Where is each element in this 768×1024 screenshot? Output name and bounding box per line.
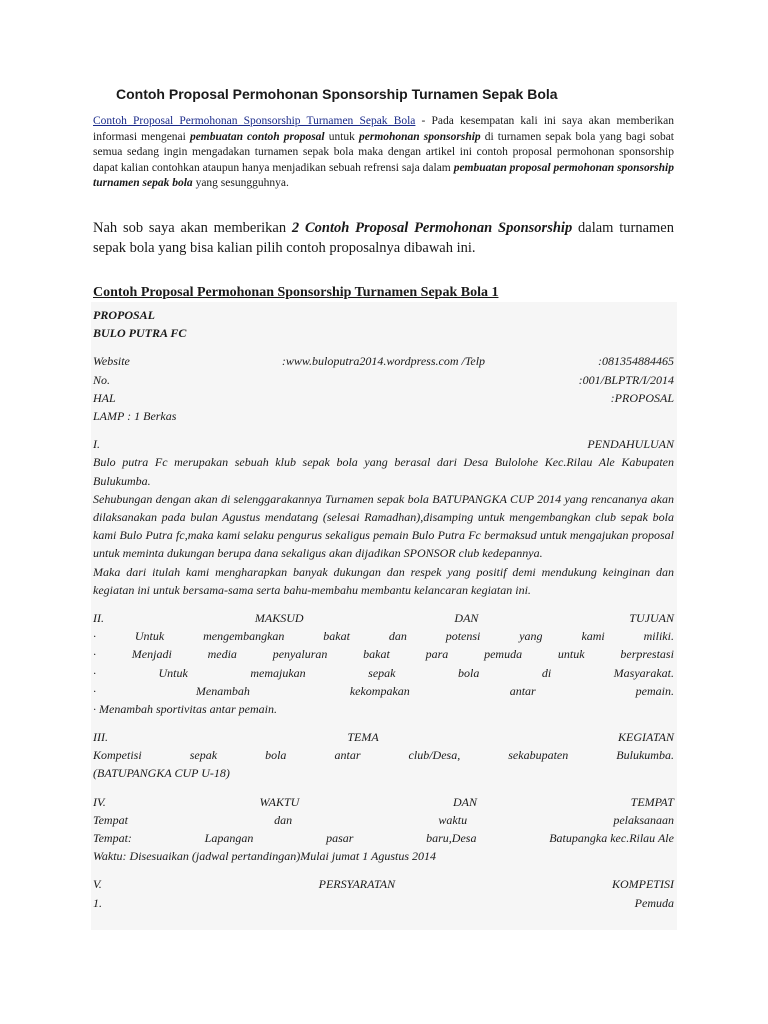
section-3-line-2: (BATUPANGKA CUP U-18)	[93, 766, 230, 781]
word: pemain.	[635, 683, 674, 698]
word: Tempat	[93, 812, 128, 827]
page-title: Contoh Proposal Permohonan Sponsorship Turnamen Sepak Bola	[116, 86, 558, 102]
section-4-line	[93, 829, 674, 847]
section-2-bullet-last: · Menambah sportivitas antar pemain.	[93, 701, 277, 716]
section-5-heading	[93, 875, 674, 893]
number-value: :001/BLPTR/I/2014	[578, 372, 674, 387]
website-label: Website	[93, 354, 130, 369]
section-1-number: I.	[93, 437, 100, 452]
word: club/Desa,	[408, 748, 461, 763]
intro-bold-1: pembuatan contoh proposal	[189, 130, 325, 143]
word: Menjadi	[131, 647, 172, 662]
lead-text-1: Nah sob saya akan memberikan	[93, 220, 292, 236]
website-row	[93, 352, 674, 370]
word: waktu	[438, 812, 468, 827]
word: miliki.	[643, 629, 674, 644]
word: III.	[93, 730, 108, 745]
word: kami	[581, 629, 605, 644]
section-4-heading	[93, 793, 674, 811]
word: Tempat:	[93, 831, 132, 845]
section-subtitle: Contoh Proposal Permohonan Sponsorship Turnamen Sepak Bola 1	[93, 285, 499, 300]
intro-text-4: yang sesungguhnya.	[192, 177, 289, 189]
section-4-line	[93, 811, 674, 829]
word: sepak	[368, 665, 396, 680]
word: Untuk	[158, 665, 188, 680]
word: dan	[274, 812, 293, 827]
word: DAN	[454, 610, 479, 625]
word: kekompakan	[349, 683, 410, 698]
word: bakat	[323, 629, 350, 644]
word: baru,Desa	[426, 831, 477, 845]
attachment-line: LAMP : 1 Berkas	[93, 408, 177, 423]
word: Untuk	[134, 629, 165, 644]
intro-bold-2: permohonan sponsorship	[358, 130, 481, 143]
section-1-paragraph-1: Bulo putra Fc merupakan sebuah klub sepak bola yang berasal dari Desa Bulolohe Kec.Rilau Ale Kabupaten Bulukumba.	[93, 455, 674, 488]
word: Menambah	[195, 683, 250, 698]
word: IV.	[93, 794, 106, 809]
word: sepak	[189, 748, 218, 763]
word: WAKTU	[259, 794, 300, 809]
phone-value: :081354884465	[597, 354, 674, 369]
word: media	[207, 647, 237, 662]
website-value: :www.buloputra2014.wordpress.com /Telp	[281, 354, 486, 369]
section-3-heading	[93, 728, 674, 746]
word: 1.	[93, 895, 102, 910]
section-1-heading	[93, 435, 674, 453]
word: PERSYARATAN	[318, 877, 396, 892]
word: TEMA	[347, 730, 379, 745]
lead-paragraph	[93, 218, 674, 258]
lead-text-2: dalam turnamen sepak bola yang bisa kalian pilih contoh proposalnya dibawah ini.	[93, 220, 674, 256]
word: ·	[93, 629, 96, 644]
word: antar	[509, 683, 536, 698]
word: bola	[457, 665, 480, 680]
section-5-line	[93, 894, 674, 912]
word: Kompetisi	[93, 748, 142, 763]
word: pelaksanaan	[613, 812, 674, 827]
section-4-line-3: Waktu: Disesuaikan (jadwal pertandingan)Mulai jumat 1 Agustus 2014	[93, 849, 436, 864]
section-2-bullet	[93, 664, 674, 682]
club-name: BULO PUTRA FC	[93, 326, 187, 341]
word: MAKSUD	[254, 610, 304, 625]
word: ·	[93, 665, 96, 680]
word: Pemuda	[634, 895, 674, 910]
word: dan	[388, 629, 407, 644]
subject-row	[93, 389, 674, 407]
word: Bulukumba.	[616, 748, 674, 763]
word: mengembangkan	[203, 629, 285, 644]
section-1-paragraph-2: Sehubungan dengan akan di selenggarakannya Turnamen sepak bola BATUPANGKA CUP 2014 yang rencananya akan dilaksanakan pada bulan Agustus mendatang (selesai Ramadhan),disamping untuk mengembangkan club sepak bola kami Bulo Putra fc,maka kami selaku pengurus sekaligus pemain Bulo Putra Fc bermaksud untuk mengajukan proposal untuk meminta dukungan berupa dana sekaligus akan dijadikan SPONSOR club kedepannya.	[93, 491, 674, 561]
intro-paragraph	[93, 114, 674, 192]
word: untuk	[557, 647, 585, 662]
section-2-bullet	[93, 627, 674, 645]
word: bola	[265, 748, 287, 763]
subject-label: HAL	[93, 390, 116, 405]
section-1-title: PENDAHULUAN	[587, 437, 674, 452]
section-2-bullet	[93, 645, 674, 663]
word: potensi	[445, 629, 481, 644]
word: pasar	[326, 831, 354, 845]
word: ·	[93, 683, 96, 698]
word: penyaluran	[272, 647, 328, 662]
section-1-paragraph-3: Maka dari itulah kami mengharapkan banyak dukungan dan respek yang positif demi mendukung keinginan dan kegiatan ini untuk bersama-sama serta bahu-membahu membantu kelancaran kegiatan ini.	[93, 564, 674, 597]
word: berprestasi	[620, 647, 674, 662]
word: pemuda	[484, 647, 523, 662]
section-2-bullet	[93, 682, 674, 700]
intro-text-2: untuk	[324, 130, 359, 143]
word: memajukan	[250, 665, 306, 680]
word: antar	[334, 748, 361, 763]
word: Lapangan	[204, 831, 254, 845]
word: Batupangka kec.Rilau Ale	[549, 831, 674, 845]
word: Masyarakat.	[613, 665, 674, 680]
lead-bold: 2 Contoh Proposal Permohonan Sponsorship	[291, 220, 573, 236]
section-2-heading	[93, 609, 674, 627]
word: V.	[93, 877, 102, 892]
proposal-document	[91, 302, 677, 930]
word: bakat	[363, 647, 390, 662]
word: DAN	[452, 794, 477, 809]
intro-text-3: di turnamen sepak bola yang bagi sobat semua sedang ingin mengadakan turnamen sepak bola maka dengan artikel ini contoh proposal permohonan sponsorship dapat kalian contohkan ataupun hanya menjadikan sebuah refrensi saja dalam	[93, 130, 674, 174]
word: yang	[519, 629, 543, 644]
word: KOMPETISI	[611, 877, 674, 892]
word: KEGIATAN	[618, 730, 674, 745]
intro-bold-3: pembuatan proposal permohonan sponsorship turnamen sepak bola	[93, 161, 674, 189]
word: TEMPAT	[630, 794, 674, 809]
subject-value: :PROPOSAL	[610, 390, 674, 405]
number-label: No.	[93, 372, 111, 387]
proposal-heading: PROPOSAL	[93, 308, 156, 322]
number-row	[93, 371, 674, 389]
word: di	[541, 665, 552, 680]
word: II.	[93, 610, 104, 625]
intro-text-1: - Pada kesempatan kali ini saya akan memberikan informasi mengenai	[93, 115, 674, 143]
intro-link[interactable]: Contoh Proposal Permohonan Sponsorship Turnamen Sepak Bola	[93, 115, 416, 127]
word: para	[425, 647, 449, 662]
word: ·	[93, 647, 96, 662]
word: sekabupaten	[508, 748, 569, 763]
section-3-line	[93, 746, 674, 764]
word: TUJUAN	[629, 610, 674, 625]
